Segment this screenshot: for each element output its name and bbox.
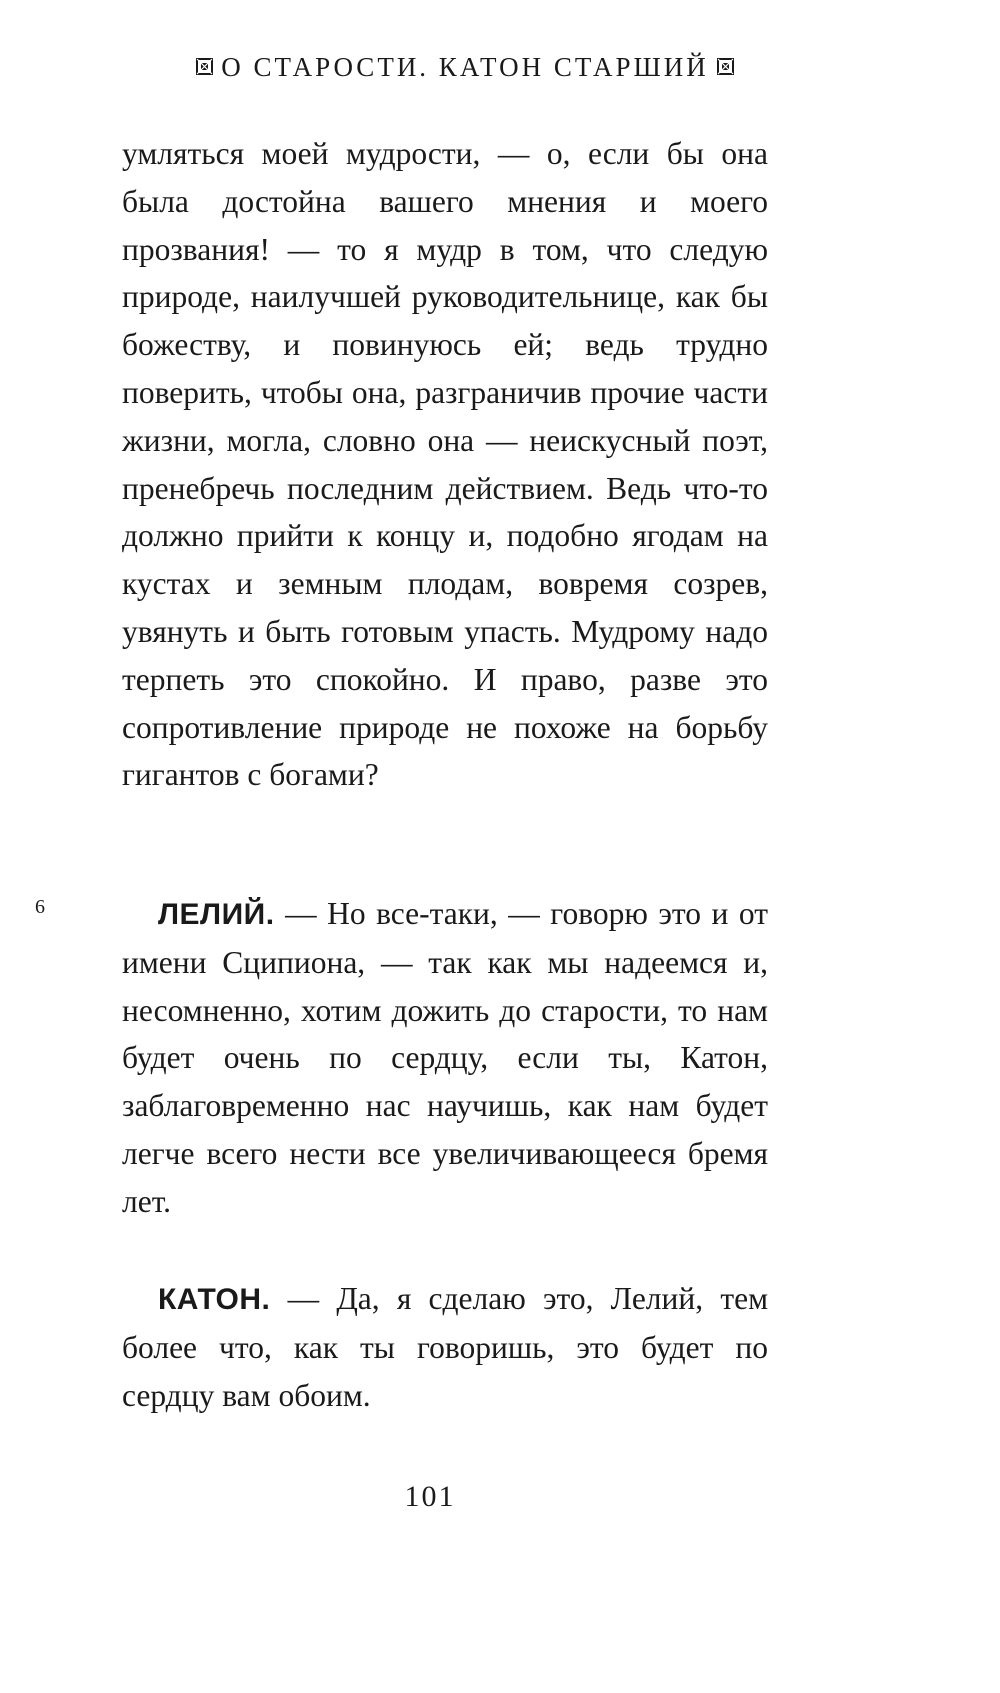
paragraph-text: умляться моей мудрости, — о, если бы она была достойна вашего мнения и моего прозвания! — то я мудр в том, что следую природе, наилучшей руководительнице, как бы божеству, и повинуюсь ей; ведь трудно поверить, чтобы она, разграничив прочие части жизни, могла, словно она — неискусный поэт, пренебречь последним действием. Ведь что-то должно прийти к концу и, подобно ягодам на кустах и земным плодам, вовремя созрев, увянуть и быть готовым упасть. Мудрому надо терпеть это спокойно. И право, разве это сопротивление природе не похоже на борьбу гигантов с богами?: [122, 136, 768, 793]
paragraph-continuation: [122, 130, 768, 799]
speaker-name: ЛЕЛИЙ.: [158, 898, 275, 931]
running-head-title: О СТАРОСТИ. КАТОН СТАРШИЙ: [221, 52, 709, 82]
paragraph-lelius: [122, 890, 768, 1226]
ornament-right-icon: [717, 58, 734, 75]
ornament-left-icon: [196, 58, 213, 75]
speaker-name: КАТОН.: [158, 1283, 271, 1316]
margin-section-number: 6: [35, 896, 45, 918]
running-head: [0, 52, 930, 83]
page-number: 101: [404, 1480, 456, 1513]
paragraph-text: — Да, я сделаю это, Лелий, тем более что, как ты говоришь, это будет по сердцу вам обоим.: [122, 1281, 768, 1413]
paragraph-text: — Но все-таки, — говорю это и от имени Сципиона, — так как мы надеемся и, несомненно, хотим дожить до старости, то нам будет очень по сердцу, если ты, Катон, заблаговременно нас научишь, как нам будет легче всего нести все увеличивающееся бремя лет.: [122, 896, 768, 1219]
paragraph-cato: [122, 1275, 768, 1419]
